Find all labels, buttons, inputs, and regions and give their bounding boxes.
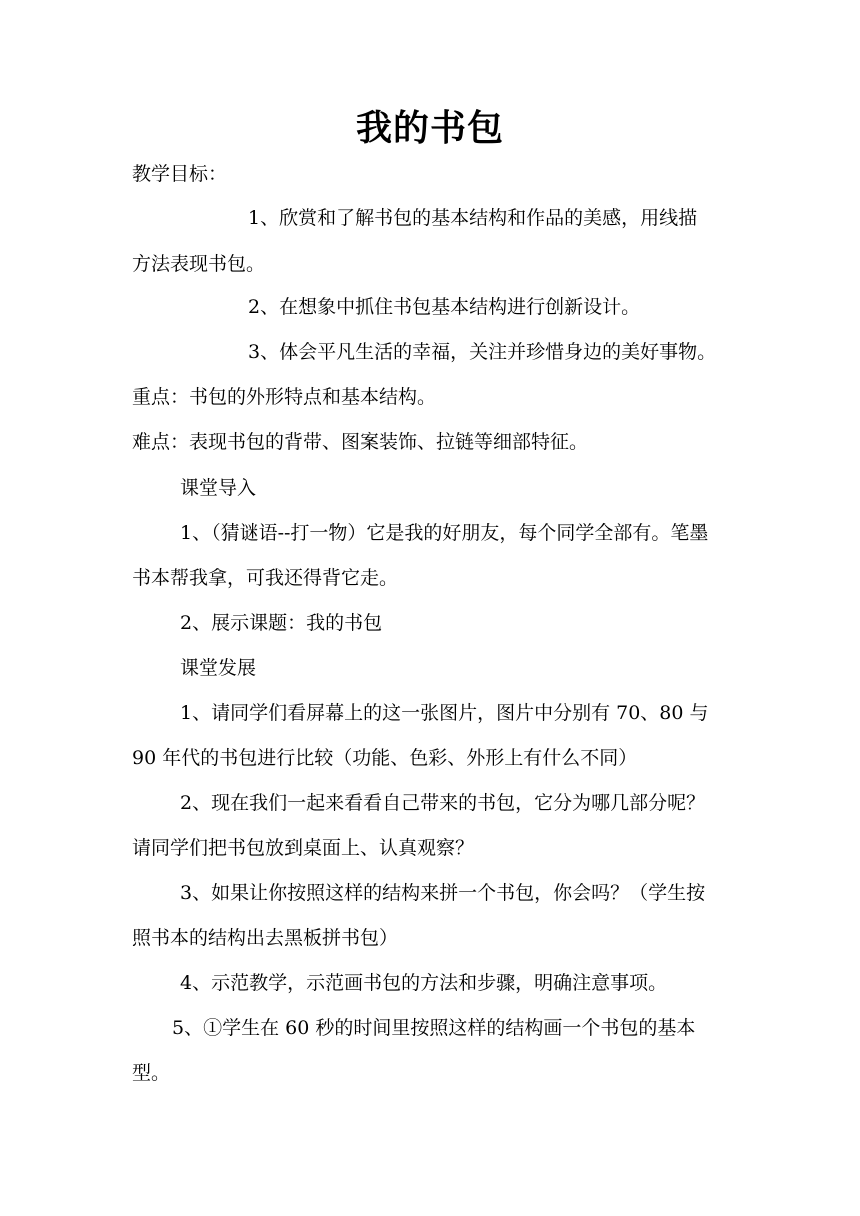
paragraph-line: 2、在想象中抓住书包基本结构进行创新设计。 bbox=[248, 296, 641, 318]
paragraph-line: 照书本的结构出去黑板拼书包） bbox=[132, 927, 399, 949]
paragraph-line: 1、欣赏和了解书包的基本结构和作品的美感，用线描 bbox=[248, 207, 698, 229]
paragraph-line: 书本帮我拿，可我还得背它走。 bbox=[132, 567, 399, 589]
difficulty-line: 难点：表现书包的背带、图案装饰、拉链等细部特征。 bbox=[132, 431, 589, 453]
paragraph-line: 4、示范教学，示范画书包的方法和步骤，明确注意事项。 bbox=[180, 972, 668, 994]
paragraph-line: 1、请同学们看屏幕上的这一张图片，图片中分别有 70、80 与 bbox=[180, 702, 709, 724]
document-title: 我的书包 bbox=[355, 107, 504, 149]
paragraph-line: 2、现在我们一起来看看自己带来的书包，它分为哪几部分呢？ bbox=[180, 792, 706, 814]
paragraph-line: 方法表现书包。 bbox=[132, 253, 266, 275]
paragraph-line: 2、展示课题：我的书包 bbox=[180, 612, 383, 634]
section-heading-development: 课堂发展 bbox=[180, 657, 257, 679]
section-heading-objectives: 教学目标： bbox=[132, 163, 228, 185]
paragraph-line: 请同学们把书包放到桌面上、认真观察？ bbox=[132, 837, 475, 859]
key-point-line: 重点：书包的外形特点和基本结构。 bbox=[132, 386, 437, 408]
paragraph-line: 3、如果让你按照这样的结构来拼一个书包，你会吗？（学生按 bbox=[180, 882, 706, 904]
paragraph-line: 3、体会平凡生活的幸福，关注并珍惜身边的美好事物。 bbox=[248, 341, 717, 363]
paragraph-line: 1、（猜谜语--打一物）它是我的好朋友，每个同学全部有。笔墨 bbox=[180, 522, 709, 544]
paragraph-line: 5、①学生在 60 秒的时间里按照这样的结构画一个书包的基本 bbox=[172, 1017, 696, 1039]
paragraph-line: 型。 bbox=[132, 1062, 171, 1084]
section-heading-intro: 课堂导入 bbox=[180, 477, 257, 499]
paragraph-line: 90 年代的书包进行比较（功能、色彩、外形上有什么不同） bbox=[132, 747, 638, 769]
